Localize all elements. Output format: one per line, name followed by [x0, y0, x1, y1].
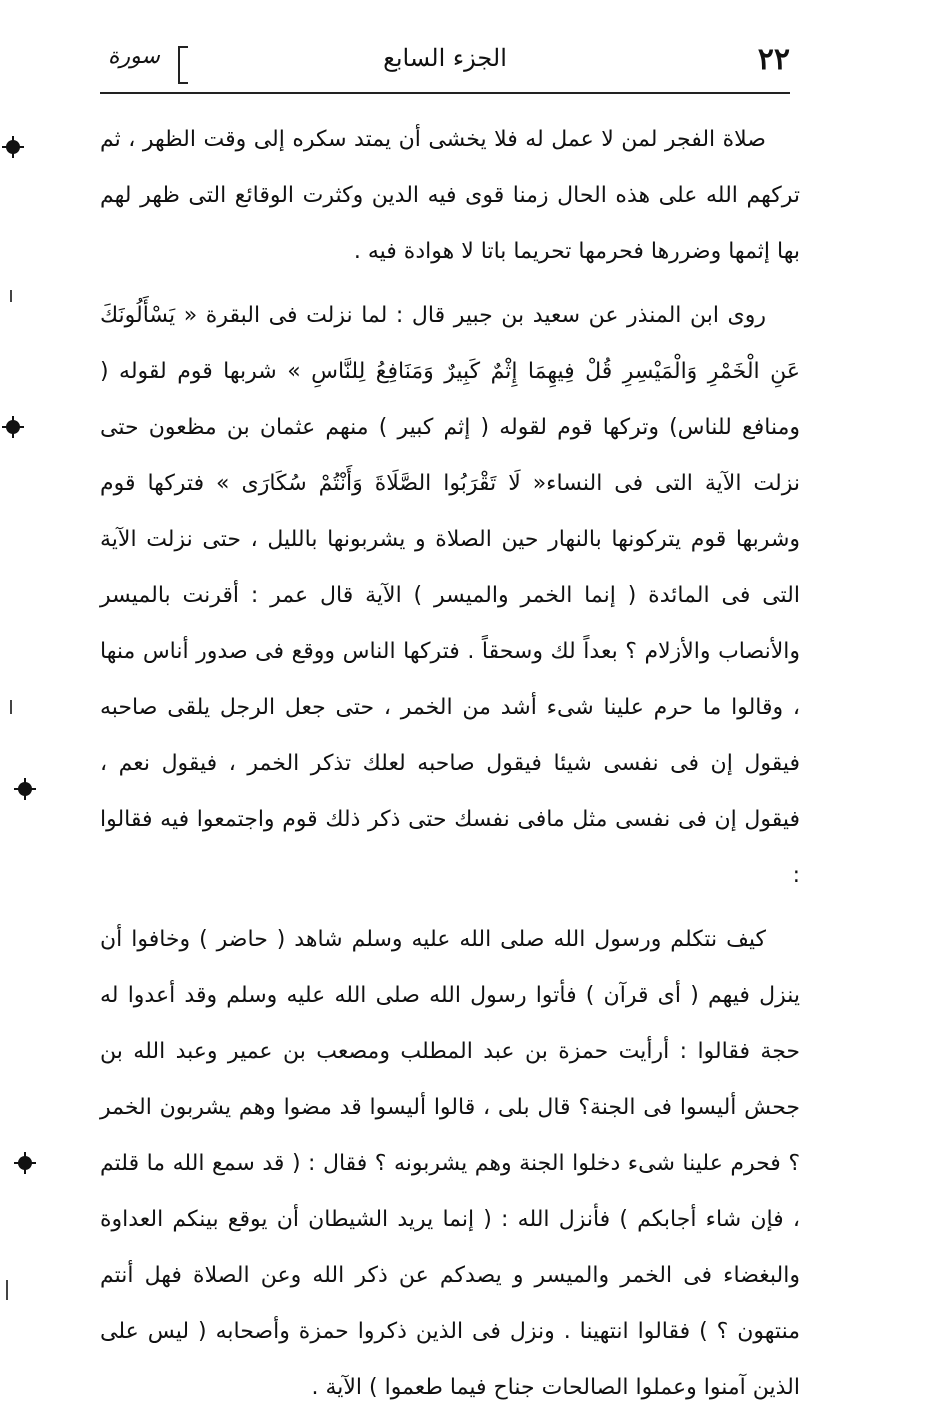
paragraph-3: كيف نتكلم ورسول الله صلى الله عليه وسلم شاهد ( حاضر ) وخافوا أن ينزل فيهم ( أى قرآن ) فأتوا رسول الله صلى الله عليه وسلم وقد أعدوا له حجة فقالوا : أرأيت حمزة بن عبد المطلب ومصعب بن عمير وعبد الله بن جحش أليسوا فى الجنة؟ قال بلى ، قالوا أليسوا قد مضوا وهم يشربون الخمر ؟ فحرم علينا شىء دخلوا الجنة وهم يشربونه ؟ فقال : ( قد سمع الله ما قلتم ، فإن شاء أجابكم ) فأنزل الله : ( إنما يريد الشيطان أن يوقع بينكم العداوة والبغضاء فى الخمر والميسر و يصدكم عن ذكر الله وعن الصلاة فهل أنتم منتهون ؟ ) فقالوا انتهينا . ونزل فى الذين ذكروا حمزة وأصحابه ( ليس على الذين آمنوا وعملوا الصالحات جناح فيما طعموا ) الآية .	[100, 927, 800, 1400]
binding-hole-mark	[6, 420, 20, 434]
surah-bracket	[178, 46, 188, 84]
part-title: الجزء السابع	[383, 44, 507, 72]
header-rule	[100, 92, 790, 94]
binding-hole-mark	[6, 140, 20, 154]
margin-mark	[6, 1280, 8, 1300]
paragraph-1: صلاة الفجر لمن لا عمل له فلا يخشى أن يمتد سكره إلى وقت الظهر ، ثم تركهم الله على هذه الحال زمنا قوى فيه الدين وكثرت الوقائع التى ظهر لهم بها إثمها وضررها فحرمها تحريما باتا لا هوادة فيه .	[100, 127, 800, 264]
binding-hole-mark	[18, 782, 32, 796]
binding-hole-mark	[18, 1156, 32, 1170]
page-header	[100, 38, 790, 94]
margin-mark	[10, 290, 12, 302]
body-text	[100, 112, 800, 1416]
paragraph-2: روى ابن المنذر عن سعيد بن جبير قال : لما نزلت فى البقرة « يَسْأَلُونَكَ عَنِ الْخَمْرِ وَالْمَيْسِرِ قُلْ فِيهِمَا إِثْمٌ كَبِيرٌ وَمَنَافِعُ لِلنَّاسِ » شربها قوم لقوله ( ومنافع للناس) وتركها قوم لقوله ( إثم كبير ) منهم عثمان بن مظعون حتى نزلت الآية التى فى النساء« لَا تَقْرَبُوا الصَّلَاةَ وَأَنْتُمْ سُكَارَى » فتركها قوم وشربها قوم يتركونها بالنهار حين الصلاة و يشربونها بالليل ، حتى نزلت الآية التى فى المائدة ( إنما الخمر والميسر ) الآية قال عمر : أقرنت بالميسر والأنصاب والأزلام ؟ بعداً لك وسحقاً . فتركها الناس ووقع فى صدور أناس منها ، وقالوا ما حرم علينا شىء أشد من الخمر ، حتى جعل الرجل يلقى صاحبه فيقول إن فى نفسى شيئا فيقول صاحبه لعلك تذكر الخمر ، فيقول نعم ، فيقول إن فى نفسى مثل مافى نفسك حتى ذكر ذلك قوم واجتمعوا فيه فقالوا :	[100, 303, 800, 888]
page-number: ٢٢	[757, 42, 790, 77]
margin-mark	[10, 700, 12, 714]
surah-label: سورة	[108, 44, 160, 69]
